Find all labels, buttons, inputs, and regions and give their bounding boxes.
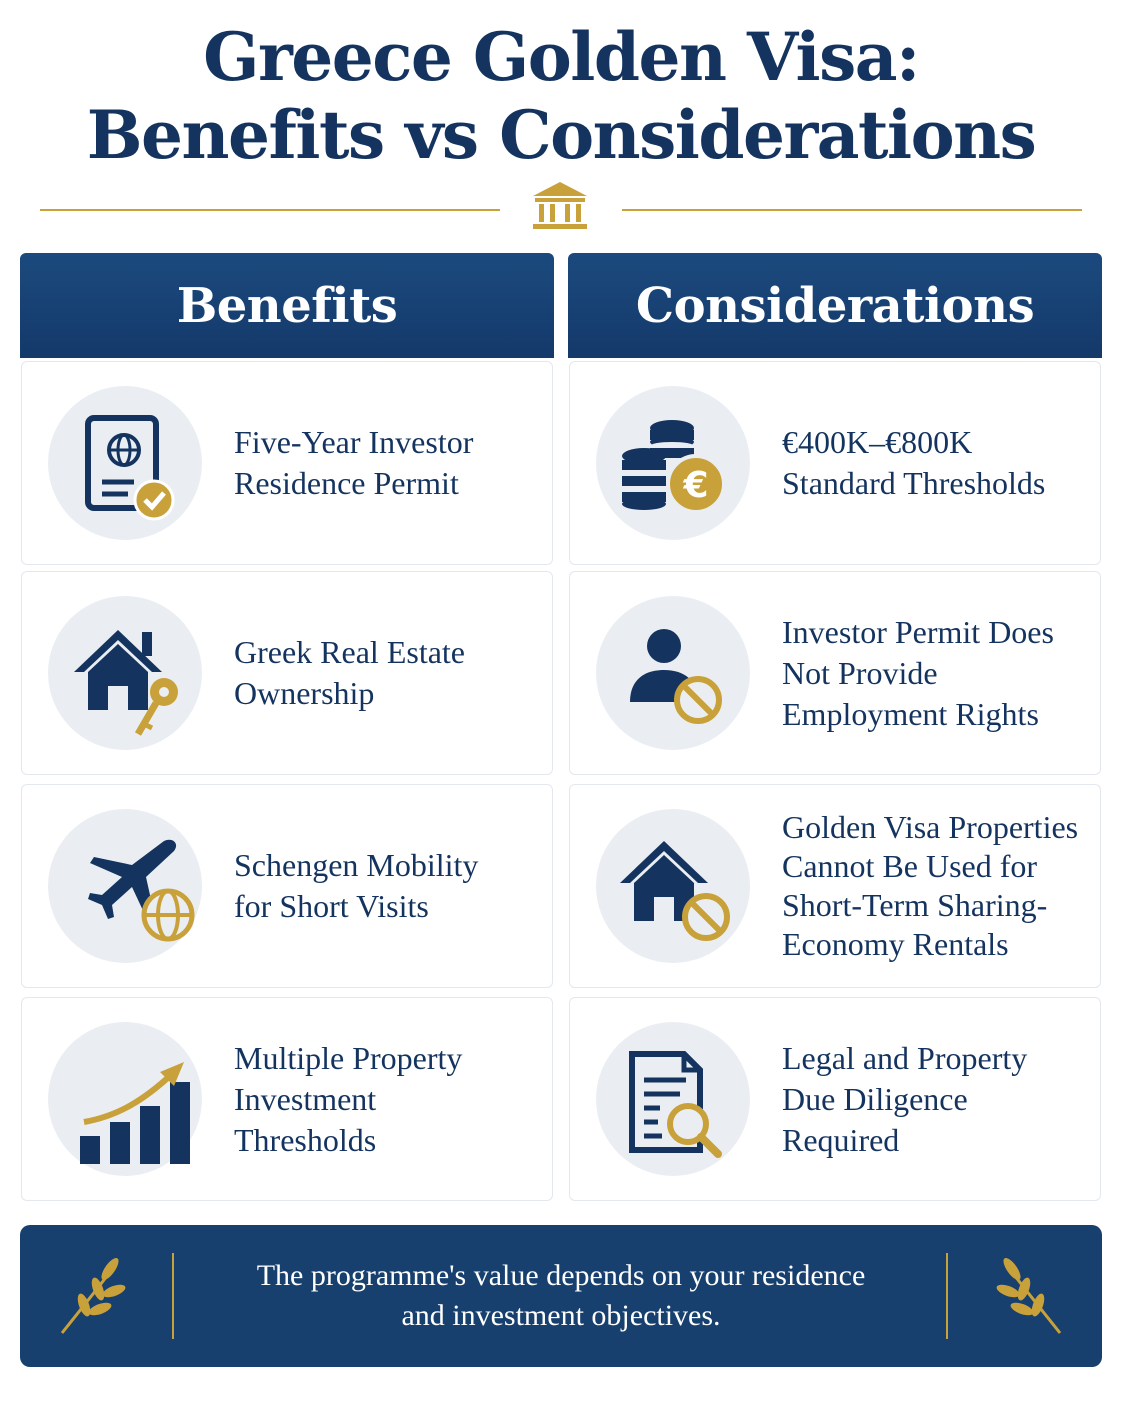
icon-circle — [48, 596, 202, 750]
benefit-line: Schengen Mobility — [234, 847, 479, 883]
benefit-card — [21, 571, 553, 775]
coins-euro-icon — [596, 386, 750, 540]
consideration-card — [569, 571, 1101, 775]
footer-line: The programme's value depends on your residence — [256, 1259, 866, 1292]
consideration-card — [569, 361, 1101, 565]
footer-line: and investment objectives. — [401, 1299, 721, 1332]
plane-globe-icon — [48, 809, 202, 963]
considerations-header: Considerations — [568, 253, 1102, 358]
consideration-text — [782, 362, 1100, 564]
divider-right — [622, 209, 1082, 211]
footer-banner — [20, 1225, 1102, 1367]
icon-circle — [596, 1022, 750, 1176]
benefit-line: Multiple Property — [234, 1039, 463, 1076]
consideration-line: €400K–€800K — [782, 424, 973, 460]
divider-left — [40, 209, 500, 211]
benefit-text — [234, 362, 546, 564]
consideration-line: Legal and Property — [782, 1039, 1028, 1076]
consideration-line: Due Diligence — [782, 1080, 968, 1117]
svg-text:€: € — [683, 465, 709, 506]
footer-message — [220, 1225, 902, 1367]
consideration-line: Short-Term Sharing- — [782, 887, 1048, 923]
consideration-line: Economy Rentals — [782, 926, 1009, 962]
consideration-line: Employment Rights — [782, 695, 1039, 732]
passport-check-icon — [48, 386, 202, 540]
benefit-text — [234, 572, 546, 774]
icon-circle — [596, 386, 750, 540]
house-key-icon — [48, 596, 202, 750]
house-prohibited-icon — [596, 809, 750, 963]
footer-divider-right — [946, 1253, 948, 1339]
consideration-line: Investor Permit Does — [782, 613, 1054, 650]
page-title — [0, 18, 1122, 174]
consideration-line: Cannot Be Used for — [782, 848, 1038, 884]
benefit-card — [21, 997, 553, 1201]
consideration-card — [569, 997, 1101, 1201]
consideration-text — [782, 998, 1100, 1200]
consideration-line: Not Provide — [782, 654, 938, 691]
consideration-card — [569, 784, 1101, 988]
title-line-1: Greece Golden Visa: — [203, 18, 919, 96]
footer-divider-left — [172, 1253, 174, 1339]
consideration-line: Standard Thresholds — [782, 465, 1046, 501]
icon-circle — [596, 596, 750, 750]
benefit-card — [21, 784, 553, 988]
benefit-line: Investment — [234, 1080, 377, 1117]
benefit-card — [21, 361, 553, 565]
benefit-line: Residence Permit — [234, 465, 459, 501]
consideration-line: Golden Visa Properties — [782, 809, 1079, 845]
benefit-line: Greek Real Estate — [234, 634, 465, 670]
benefits-header: Benefits — [20, 253, 554, 358]
icon-circle — [48, 809, 202, 963]
laurel-left-icon — [54, 1253, 134, 1339]
laurel-right-icon — [988, 1253, 1068, 1339]
consideration-text — [782, 785, 1100, 987]
person-prohibited-icon — [596, 596, 750, 750]
document-search-icon — [596, 1022, 750, 1176]
icon-circle — [48, 1022, 202, 1176]
benefit-line: Five-Year Investor — [234, 424, 474, 460]
benefit-text — [234, 998, 546, 1200]
title-line-2: Benefits vs Considerations — [86, 96, 1036, 174]
temple-icon — [530, 180, 590, 232]
icon-circle — [48, 386, 202, 540]
benefit-line: Thresholds — [234, 1121, 377, 1158]
consideration-text — [782, 572, 1100, 774]
consideration-line: Required — [782, 1121, 900, 1158]
growth-chart-icon — [48, 1022, 202, 1176]
benefit-line: for Short Visits — [234, 888, 429, 924]
benefit-line: Ownership — [234, 675, 375, 711]
icon-circle — [596, 809, 750, 963]
benefit-text — [234, 785, 546, 987]
